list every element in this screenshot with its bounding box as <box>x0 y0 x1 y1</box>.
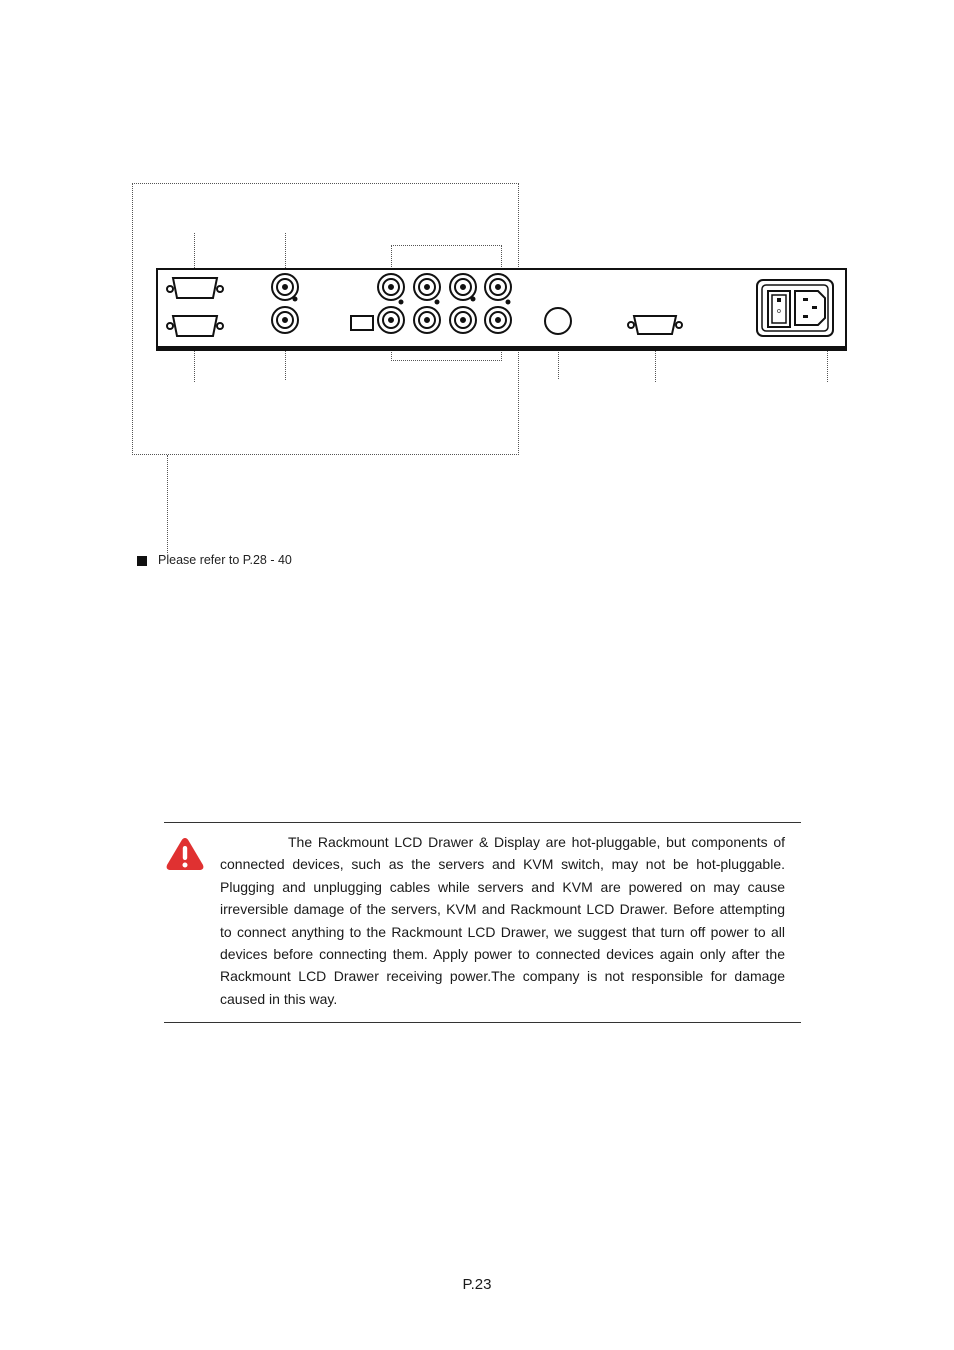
round-port <box>545 308 571 334</box>
db9-serial-port <box>628 316 682 334</box>
page-number: P.23 <box>462 1276 492 1293</box>
warning-text <box>220 831 785 1010</box>
warning-top-rule <box>164 822 801 823</box>
vga-port-bottom <box>167 316 223 336</box>
warning-exclamation-icon <box>165 836 205 872</box>
warning-bottom-rule <box>164 1022 801 1023</box>
page-reference-note: Please refer to P.28 - 40 <box>158 553 292 567</box>
bnc-port <box>272 274 298 300</box>
vga-port-top <box>167 278 223 298</box>
bnc-port <box>272 307 298 333</box>
usb-port <box>351 316 373 330</box>
warning-body: The Rackmount LCD Drawer & Display are hot-pluggable, but components of connected devices, such as the servers and KVM switch, may not be hot-pluggable. Plugging and unplugging cables while servers and KVM are powered on may cause irreversible damage of the servers, KVM and Rackmount LCD Drawer. Before attempting to connect anything to the Rackmount LCD Drawer, we suggest that turn off power to all devices before connecting them. Apply power to connected devices again only after the Rackmount LCD Drawer receiving power.The company is not responsible for damage caused in this way. <box>220 834 785 1007</box>
note-bullet <box>137 556 147 566</box>
svg-text:o: o <box>777 308 781 315</box>
power-inlet-with-switch <box>757 280 833 336</box>
rear-panel-diagram <box>0 0 954 400</box>
leader-line <box>167 455 168 553</box>
bnc-port-group <box>378 274 511 333</box>
